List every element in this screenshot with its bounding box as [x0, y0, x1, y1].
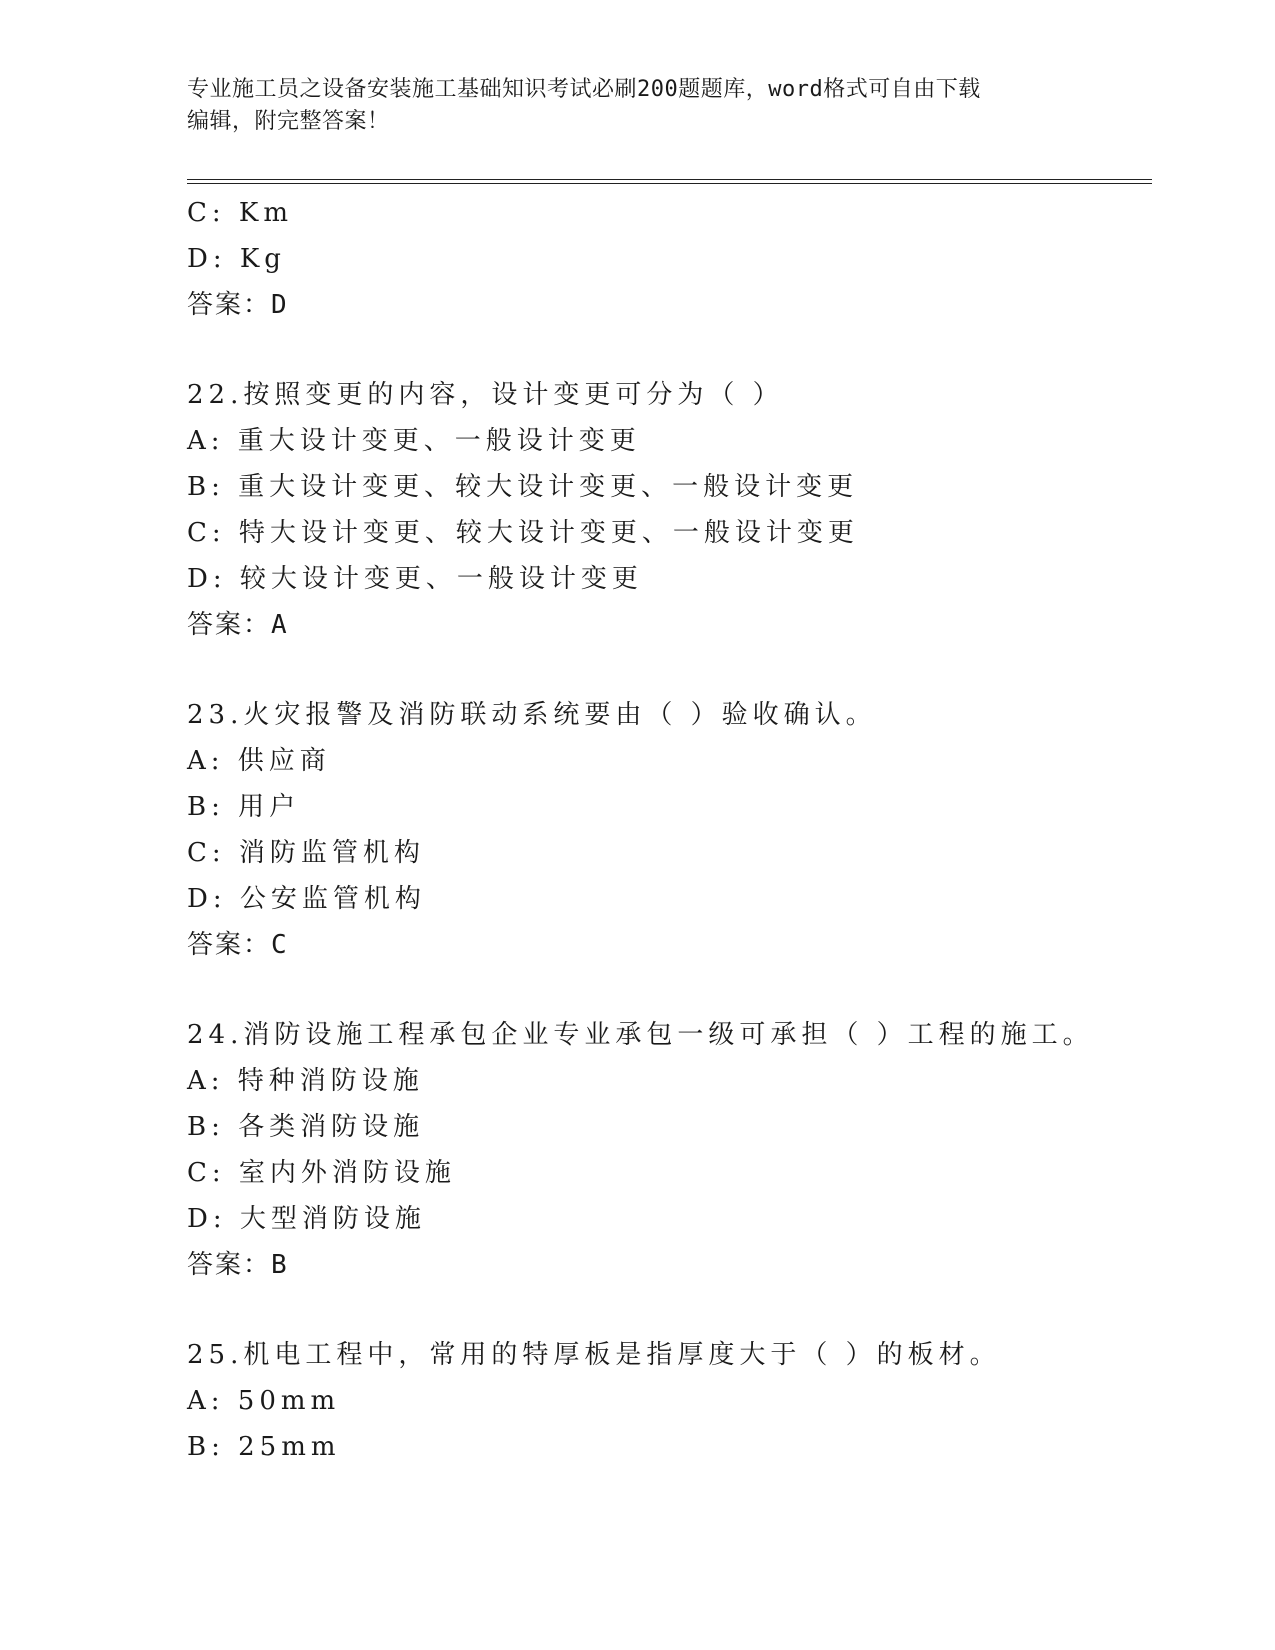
header-divider-bottom — [187, 183, 1152, 184]
option-c: C: 特大设计变更、较大设计变更、一般设计变更 — [187, 518, 859, 548]
question-24 — [187, 1012, 1147, 1288]
option-c: C: 室内外消防设施 — [187, 1158, 456, 1188]
spacer — [187, 968, 1147, 1012]
question-stem: 23.火灾报警及消防联动系统要由（ ）验收确认。 — [187, 700, 877, 730]
option-d: D: 较大设计变更、一般设计变更 — [187, 564, 643, 594]
answer-line: 答案：C — [187, 930, 289, 960]
question-stem: 22.按照变更的内容，设计变更可分为（ ） — [187, 380, 784, 410]
option-b: B: 25mm — [187, 1432, 341, 1462]
option-d: D: Kg — [187, 244, 286, 274]
header-title-line-2: 编辑，附完整答案！ — [187, 109, 390, 134]
question-21-tail — [187, 190, 1147, 328]
answer-line: 答案：D — [187, 290, 289, 320]
option-a: A: 重大设计变更、一般设计变更 — [187, 426, 641, 456]
header-divider-top — [187, 179, 1152, 180]
spacer — [187, 328, 1147, 372]
spacer — [187, 1288, 1147, 1332]
option-d: D: 公安监管机构 — [187, 884, 426, 914]
question-22 — [187, 372, 1147, 648]
answer-line: 答案：A — [187, 610, 289, 640]
question-list — [187, 190, 1147, 1470]
option-c: C: 消防监管机构 — [187, 838, 425, 868]
spacer — [187, 648, 1147, 692]
question-23 — [187, 692, 1147, 968]
option-d: D: 大型消防设施 — [187, 1204, 426, 1234]
option-b: B: 用户 — [187, 792, 301, 822]
option-c: C: Km — [187, 198, 293, 228]
option-a: A: 供应商 — [187, 746, 331, 776]
question-25 — [187, 1332, 1147, 1470]
document-header — [187, 74, 1087, 138]
option-b: B: 各类消防设施 — [187, 1112, 425, 1142]
header-title-line-1: 专业施工员之设备安装施工基础知识考试必刷200题题库，word格式可自由下载 — [187, 77, 981, 102]
answer-line: 答案：B — [187, 1250, 289, 1280]
option-a: A: 特种消防设施 — [187, 1066, 424, 1096]
question-stem: 24.消防设施工程承包企业专业承包一级可承担（ ）工程的施工。 — [187, 1020, 1094, 1050]
option-b: B: 重大设计变更、较大设计变更、一般设计变更 — [187, 472, 859, 502]
option-a: A: 50mm — [187, 1386, 341, 1416]
question-stem: 25.机电工程中，常用的特厚板是指厚度大于（ ）的板材。 — [187, 1340, 1001, 1370]
